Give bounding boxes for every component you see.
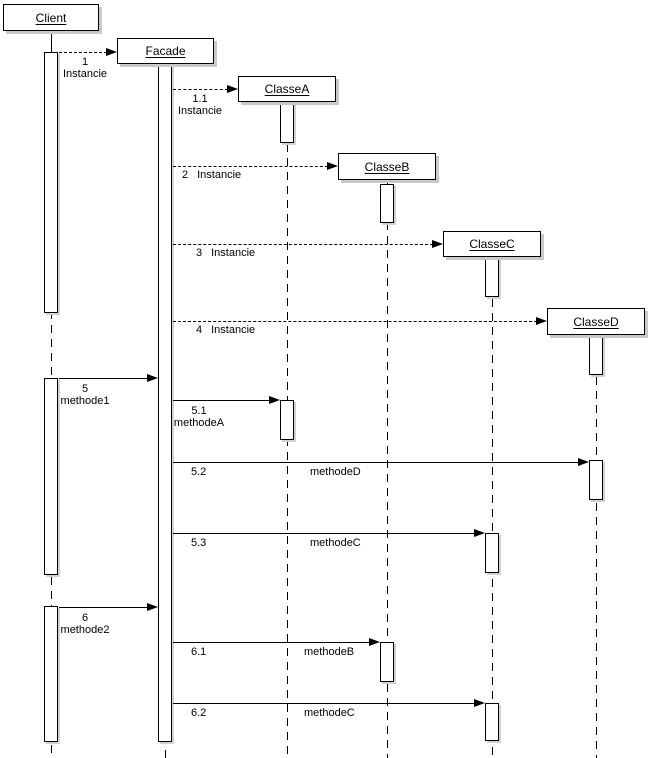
activation-bar-facade <box>158 65 172 742</box>
arrowhead-6-1 <box>369 638 380 646</box>
arrowhead-2 <box>327 162 338 170</box>
message-line-1 <box>59 52 107 53</box>
message-label-3 <box>196 247 255 259</box>
object-label: ClasseA <box>264 82 310 96</box>
message-line-5-1 <box>173 400 270 401</box>
arrowhead-3 <box>432 240 443 248</box>
arrowhead-5-1 <box>269 396 280 404</box>
object-box-classec <box>443 231 541 257</box>
lifeline-classed <box>596 335 597 758</box>
message-number: 2 <box>182 169 189 181</box>
message-name: methode2 <box>60 624 110 636</box>
activation-bar-classeb-2 <box>380 642 394 682</box>
arrowhead-1 <box>106 48 117 56</box>
message-label-2 <box>182 169 241 181</box>
activation-bar-classec-3 <box>485 703 499 741</box>
arrowhead-5-3 <box>474 529 485 537</box>
message-number: 5.1 <box>191 405 207 417</box>
object-box-facade <box>117 38 214 64</box>
message-name: Instancie <box>62 68 108 80</box>
message-number: 1 <box>81 56 89 68</box>
message-name-5-2: methodeD <box>310 466 361 478</box>
arrowhead-6 <box>147 603 158 611</box>
message-line-4 <box>173 321 537 322</box>
message-line-5-3 <box>173 533 475 534</box>
activation-bar-client-3 <box>44 606 58 742</box>
object-box-classed <box>547 308 645 335</box>
message-number-6-2: 6.2 <box>191 707 207 719</box>
activation-bar-classea-1 <box>280 103 294 143</box>
arrowhead-1-1 <box>227 85 238 93</box>
message-line-6-1 <box>173 642 370 643</box>
arrowhead-5 <box>147 374 158 382</box>
message-number-5-3: 5.3 <box>191 537 207 549</box>
message-label-6 <box>58 612 112 636</box>
activation-bar-classed-2 <box>589 460 603 500</box>
message-line-3 <box>173 244 433 245</box>
message-name-6-1: methodeB <box>304 646 355 658</box>
activation-bar-classec-1 <box>485 258 499 297</box>
message-line-2 <box>173 166 328 167</box>
object-label: Facade <box>145 44 186 58</box>
message-number: 5 <box>81 383 89 395</box>
message-label-4 <box>196 324 255 336</box>
arrowhead-6-2 <box>474 699 485 707</box>
arrowhead-4 <box>536 317 547 325</box>
activation-bar-classeb-1 <box>380 184 394 223</box>
object-box-client <box>3 4 99 31</box>
message-line-6 <box>59 607 149 608</box>
object-box-classea <box>238 76 336 102</box>
message-label-1 <box>58 56 112 80</box>
message-line-5-2 <box>173 462 579 463</box>
activation-bar-classec-2 <box>485 533 499 573</box>
message-name: Instancie <box>177 105 223 117</box>
arrowhead-5-2 <box>578 458 589 466</box>
message-name: Instancie <box>211 324 256 336</box>
message-name: methodeA <box>173 417 225 429</box>
message-number-5-2: 5.2 <box>191 466 207 478</box>
object-label: ClasseB <box>364 159 410 174</box>
message-line-5 <box>59 378 149 379</box>
message-name: Instancie <box>197 169 242 181</box>
message-line-6-2 <box>173 703 475 704</box>
message-name: Instancie <box>211 247 256 259</box>
object-label: Client <box>35 10 67 25</box>
message-number: 4 <box>196 324 203 336</box>
activation-bar-client-1 <box>44 52 58 313</box>
client-lifeline-solid-segment <box>51 31 52 52</box>
message-number: 1.1 <box>192 93 208 105</box>
message-number: 6 <box>81 612 89 624</box>
activation-bar-classed-1 <box>589 336 603 375</box>
message-number: 3 <box>196 247 203 259</box>
message-line-1-1 <box>173 89 228 90</box>
activation-bar-classea-2 <box>280 400 294 440</box>
object-label: ClasseD <box>573 314 619 329</box>
object-box-classeb <box>338 153 436 180</box>
message-name: methode1 <box>60 395 110 407</box>
object-label: ClasseC <box>469 237 515 251</box>
message-label-1-1 <box>172 93 228 117</box>
lifeline-classec <box>492 257 493 758</box>
message-label-5 <box>58 383 112 407</box>
message-name-5-3: methodeC <box>310 537 361 549</box>
message-name-6-2: methodeC <box>304 707 355 719</box>
message-number-6-1: 6.1 <box>191 646 207 658</box>
message-label-5-1 <box>170 405 228 429</box>
activation-bar-client-2 <box>44 378 58 575</box>
